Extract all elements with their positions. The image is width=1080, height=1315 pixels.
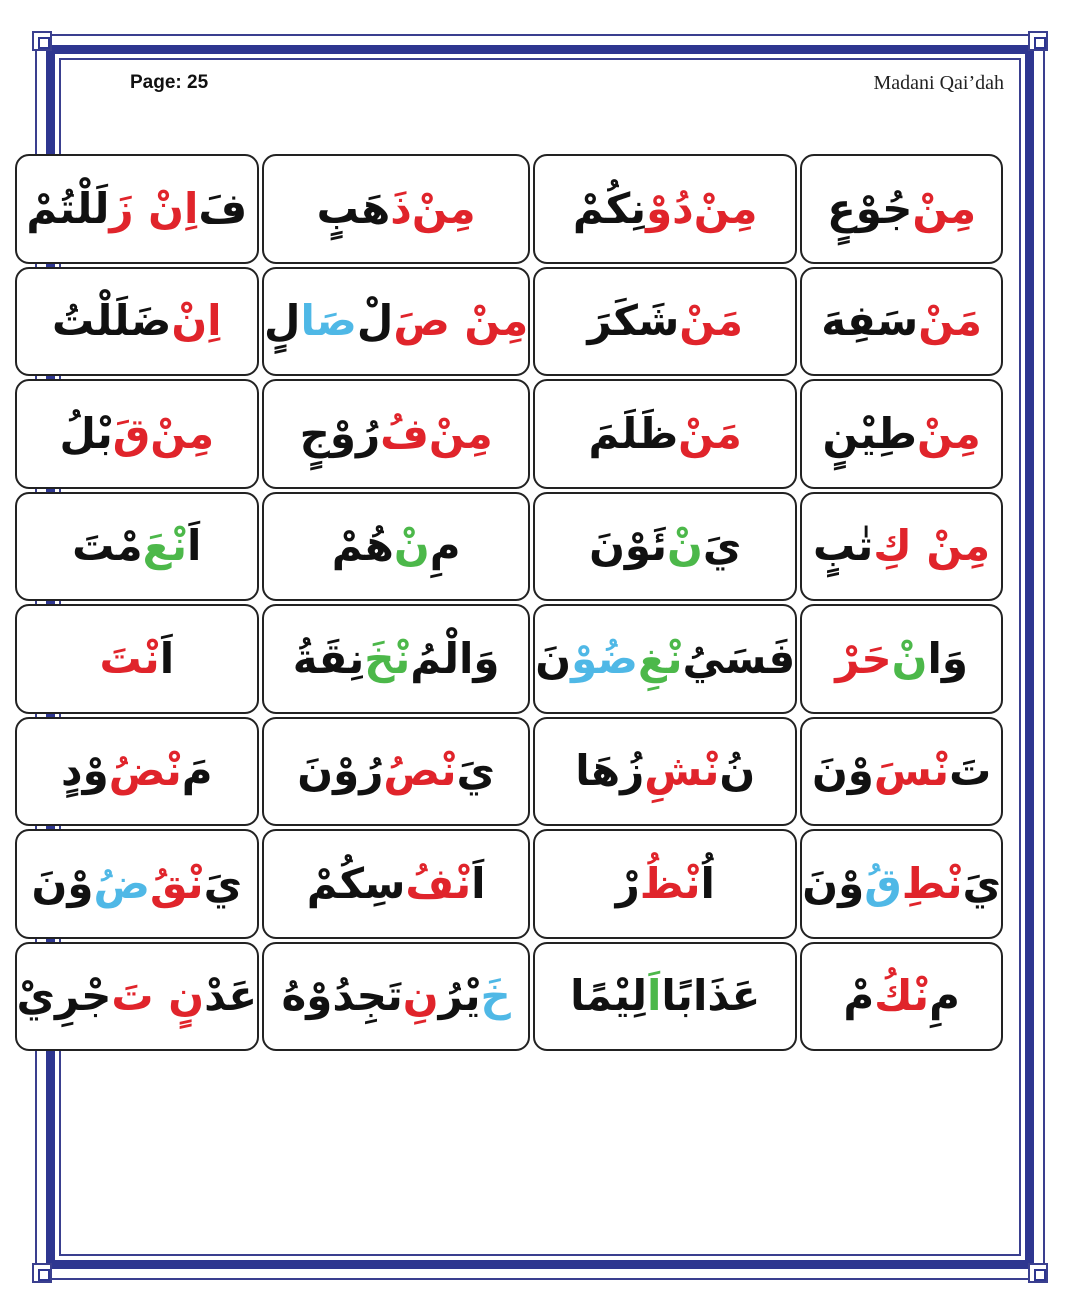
word-cell (533, 492, 797, 602)
word-segment: اَ (159, 633, 175, 683)
word-segment: نْقُ (149, 858, 204, 908)
word-segment: وْدٍ (61, 746, 109, 796)
word-segment: لْ (356, 296, 394, 346)
word-segment: ظَلَمَ (588, 408, 679, 458)
word-segment: سِكُمْ (306, 858, 406, 908)
word-segment: نْتَ (99, 633, 160, 683)
word-segment: مِنْ (912, 183, 977, 233)
word-cell (15, 717, 260, 827)
word-segment: مِنْ (428, 408, 493, 458)
word-segment: تَجِدُوْهُ (281, 971, 403, 1021)
word-segment: وْنَ (811, 746, 874, 796)
word-segment: نْصُ (383, 746, 457, 796)
word-segment: هُمْ (331, 521, 394, 571)
word-segment: مِ (429, 521, 461, 571)
word-cell (262, 942, 530, 1052)
word-segment: اَ (647, 971, 662, 1021)
word-segment: نْطِ (901, 858, 963, 908)
word-segment: نْضُ (108, 746, 182, 796)
word-segment: مَنْ (678, 408, 742, 458)
word-segment: نِ (402, 971, 439, 1021)
word-segment: اَ (471, 858, 486, 908)
word-cell (800, 379, 1003, 489)
word-segment: نٍ تَ (111, 971, 205, 1021)
word-cell (15, 942, 260, 1052)
word-segment: يَ (962, 858, 1001, 908)
word-segment: مِنْ (411, 183, 476, 233)
corner-ornament-top-left (32, 31, 52, 51)
word-segment: مِنْ (916, 408, 981, 458)
word-segment: نُ (719, 746, 756, 796)
word-cell (262, 604, 530, 714)
word-cell (800, 604, 1003, 714)
word-segment: قُ (864, 858, 902, 908)
word-segment: يْرُ (438, 971, 481, 1021)
word-segment: رُوْنَ (297, 746, 384, 796)
word-cell (15, 492, 260, 602)
word-cell (15, 154, 260, 264)
word-segment: وَا (927, 633, 968, 683)
word-segment: تَ (949, 746, 992, 796)
word-cell (533, 829, 797, 939)
word-segment: فَسَيُ (682, 633, 796, 683)
word-segment: اَ (187, 521, 202, 571)
word-segment: ذَ (390, 183, 412, 233)
word-segment: نِكُمْ (572, 183, 647, 233)
word-cell (262, 717, 530, 827)
word-segment: فُ (380, 408, 429, 458)
word-segment: رْ (615, 858, 640, 908)
word-segment: طِيْنٍ (822, 408, 917, 458)
word-segment: مِنْ كِ (873, 521, 991, 571)
book-title: Madani Qai’dah (873, 72, 1004, 94)
word-cell (533, 604, 797, 714)
word-cell (800, 829, 1003, 939)
word-segment: صَا (300, 296, 357, 346)
word-cell (262, 492, 530, 602)
word-segment: نْظُ (639, 858, 701, 908)
word-segment: جُوْعٍ (827, 183, 913, 233)
word-cell (533, 942, 797, 1052)
word-segment: اُ (700, 858, 715, 908)
word-cell (800, 942, 1003, 1052)
word-segment: نْ (891, 633, 928, 683)
word-grid (16, 154, 1003, 1051)
word-segment: لٍ (264, 296, 301, 346)
word-cell (800, 717, 1003, 827)
word-cell (262, 829, 530, 939)
word-segment: وْنَ (31, 858, 94, 908)
word-segment: مِنْ (693, 183, 758, 233)
corner-ornament-bottom-left (32, 1263, 52, 1283)
word-cell (800, 154, 1003, 264)
word-segment: شَكَرَ (587, 296, 680, 346)
word-segment: مْ (843, 971, 875, 1021)
word-cell (533, 379, 797, 489)
word-cell (15, 267, 260, 377)
word-segment: اِنْ زَ (109, 183, 199, 233)
word-segment: مَ (181, 746, 213, 796)
word-cell (262, 154, 530, 264)
word-segment: ضَلَلْتُ (51, 296, 172, 346)
word-segment: فَ (198, 183, 248, 233)
word-segment: نْ (393, 521, 430, 571)
word-segment: نْكُ (874, 971, 930, 1021)
word-segment: يَ (456, 746, 495, 796)
word-segment: رُوْجٍ (299, 408, 381, 458)
word-segment: هَبٍ (316, 183, 391, 233)
word-segment: نْسَ (873, 746, 950, 796)
word-segment: دُوْ (646, 183, 694, 233)
word-cell (15, 379, 260, 489)
word-segment: مَنْ (679, 296, 744, 346)
word-segment: بْلُ (59, 408, 113, 458)
word-segment: سَفِهَ (821, 296, 919, 346)
word-segment: نْشِ (644, 746, 720, 796)
word-segment: اِنْ (171, 296, 222, 346)
word-segment: نِقَةُ (292, 633, 365, 683)
word-segment: ئَوْنَ (589, 521, 668, 571)
word-segment: حَرْ (835, 633, 892, 683)
word-segment: عَذَابًا (661, 971, 761, 1021)
word-segment: نْخَ (364, 633, 411, 683)
word-segment: نَ (535, 633, 572, 683)
word-cell (533, 267, 797, 377)
word-segment: يَ (203, 858, 243, 908)
word-cell (15, 829, 260, 939)
word-segment: خَ (480, 971, 511, 1021)
word-segment: قَ (112, 408, 151, 458)
word-segment: مْتَ (72, 521, 143, 571)
word-segment: مِ (929, 971, 960, 1021)
word-segment: مَنْ (918, 296, 983, 346)
word-segment: تٰبٍ (813, 521, 874, 571)
word-cell (262, 267, 530, 377)
word-segment: عَدْ (204, 971, 258, 1021)
word-cell (800, 267, 1003, 377)
word-segment: زُهَا (575, 746, 645, 796)
word-segment: لَلْتُمْ (26, 183, 110, 233)
word-segment: وْنَ (802, 858, 865, 908)
word-segment: جْرِيْ (16, 971, 112, 1021)
page-number: Page: 25 (130, 72, 209, 93)
word-segment: ضُ (93, 858, 150, 908)
word-segment: نْغِ (638, 633, 683, 683)
word-segment: لِيْمًا (570, 971, 647, 1021)
word-segment: وَالْمُ (410, 633, 500, 683)
word-segment: مِنْ صَ (393, 296, 529, 346)
word-cell (262, 379, 530, 489)
word-cell (533, 717, 797, 827)
word-cell (533, 154, 797, 264)
word-segment: مِنْ (150, 408, 215, 458)
word-segment: يَ (702, 521, 742, 571)
corner-ornament-bottom-right (1028, 1263, 1048, 1283)
word-cell (800, 492, 1003, 602)
corner-ornament-top-right (1028, 31, 1048, 51)
word-segment: نْعَ (142, 521, 188, 571)
word-cell (15, 604, 260, 714)
word-segment: ضُوْ (571, 633, 639, 683)
word-segment: نْفُ (405, 858, 472, 908)
word-segment: نْ (667, 521, 703, 571)
